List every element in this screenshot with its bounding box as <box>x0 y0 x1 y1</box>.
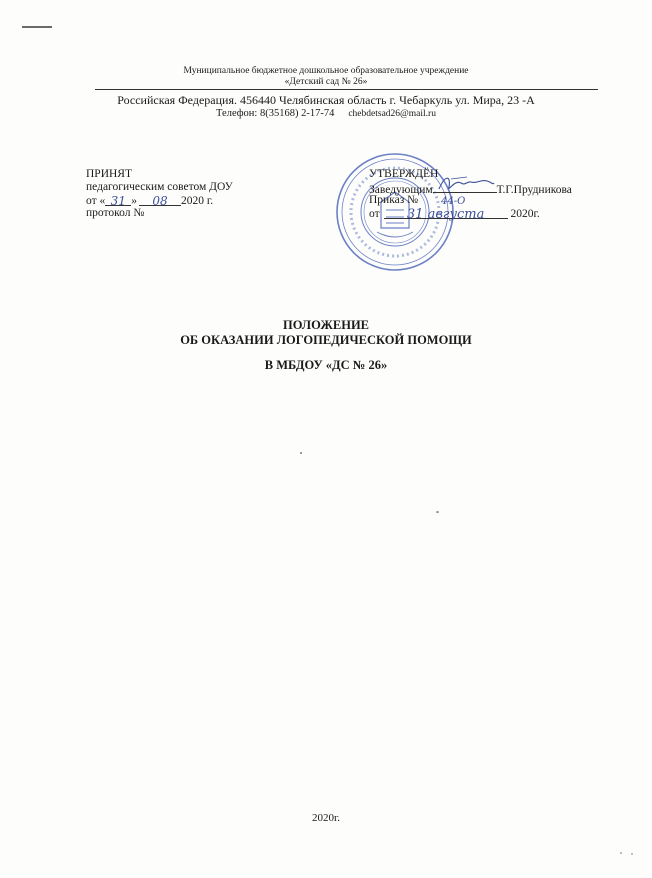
email-address: chebdetsad26@mail.ru <box>348 109 436 119</box>
accepted-date-year: 2020 г. <box>181 195 214 207</box>
scan-speck <box>631 853 633 855</box>
approved-order-number: 44-О <box>441 196 466 207</box>
accepted-date-month: 08 <box>152 194 168 208</box>
accepted-body: педагогическим советом ДОУ <box>86 181 233 193</box>
phone-number: Телефон: 8(35168) 2-17-74 <box>216 108 335 119</box>
approved-signature-line <box>369 181 572 194</box>
document-year: 2020г. <box>311 812 341 824</box>
header-divider <box>95 89 598 90</box>
approved-heading: УТВЕРЖДЁН <box>369 168 439 180</box>
document-institution: В МБДОУ «ДС № 26» <box>264 358 388 372</box>
approved-date <box>369 207 572 220</box>
accepted-date-prefix: от « <box>86 195 106 207</box>
organization-name: Муниципальное бюджетное дошкольное образовательное учреждение <box>183 66 469 76</box>
approved-position: Заведующим <box>369 184 433 196</box>
organization-address: Российская Федерация. 456440 Челябинская область г. Чебаркуль ул. Мира, 23 -А <box>117 93 535 107</box>
handwritten-signature <box>437 173 495 195</box>
approved-name: Т.Г.Прудникова <box>496 184 572 196</box>
approved-date-handwritten: 31 августа <box>406 207 485 222</box>
approved-date-year: 2020г. <box>510 208 540 220</box>
scan-speck <box>620 852 622 854</box>
signature-field <box>433 181 497 193</box>
accepted-protocol: протокол № <box>86 207 145 219</box>
accepted-date-mid: » <box>131 195 137 207</box>
contact-line <box>0 107 652 121</box>
approved-date-prefix: от <box>369 208 380 220</box>
document-subtitle: ОБ ОКАЗАНИИ ЛОГОПЕДИЧЕСКОЙ ПОМОЩИ <box>180 333 472 347</box>
approved-order-label: Приказ № <box>369 194 419 206</box>
scan-speck <box>436 511 439 513</box>
accepted-heading: ПРИНЯТ <box>86 168 133 180</box>
document-title: ПОЛОЖЕНИЕ <box>282 318 370 332</box>
scan-speck <box>300 452 302 454</box>
approved-block <box>369 168 572 220</box>
accepted-block <box>86 168 233 220</box>
organization-short-name: «Детский сад № 26» <box>284 77 368 87</box>
accepted-date <box>86 194 233 207</box>
scan-corner-mark <box>22 26 52 28</box>
accepted-date-day: 31 <box>110 194 126 208</box>
